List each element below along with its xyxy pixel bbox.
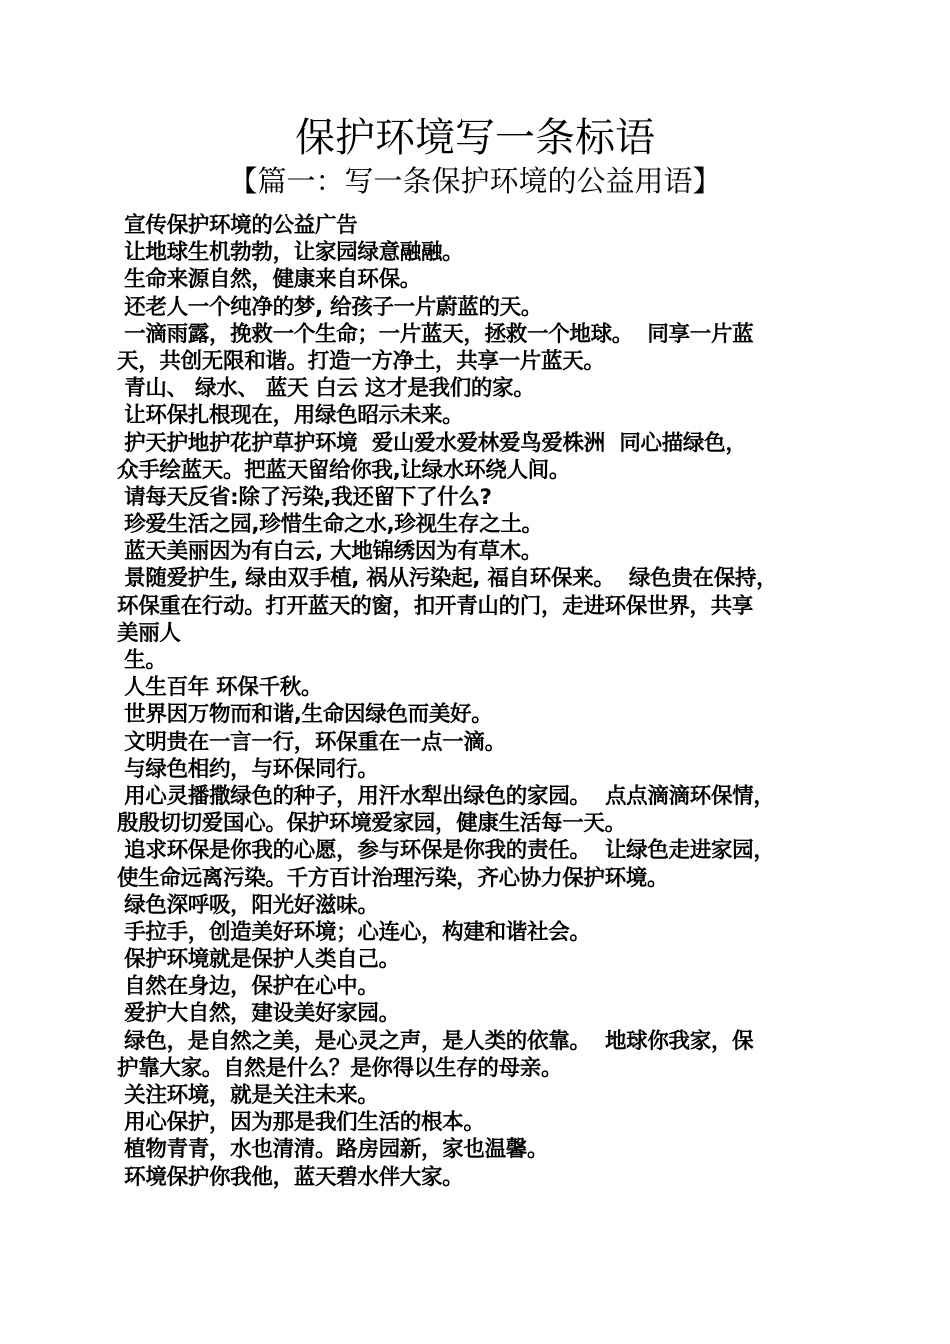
slogan-list [117,212,842,1191]
text-line: 宣传保护环境的公益广告 [117,213,358,238]
text-line: 使生命远离污染。千方百计治理污染，齐心协力保护环境。 [117,865,669,891]
text-line: 手拉手，创造美好环境；心连心，构建和谐社会。 [117,919,591,945]
text-line: 用心保护，因为那是我们生活的根本。 [117,1110,485,1136]
text-line: 请每天反省:除了污染,我还留下了什么? [117,484,492,510]
text-line: 植物青青，水也清清。路房园新，家也温馨。 [117,1137,549,1163]
text-line: 众手绘蓝天。把蓝天留给你我,让绿水环绕人间。 [117,457,571,483]
text-line: 环保重在行动。打开蓝天的窗，扣开青山的门，走进环保世界，共享 [117,593,754,619]
text-line: 绿色，是自然之美，是心灵之声，是人类的依靠。 地球你我家，保 [117,1028,754,1054]
text-line: 还老人一个纯净的梦, 给孩子一片蔚蓝的天。 [117,294,543,320]
text-line: 自然在身边，保护在心中。 [117,974,379,1000]
text-line: 珍爱生活之园,珍惜生命之水,珍视生存之土。 [117,512,543,538]
text-line: 爱护大自然，建设美好家园。 [117,1001,400,1027]
text-line: 文明贵在一言一行，环保重在一点一滴。 [117,729,506,755]
page-title: 保护环境写一条标语 [295,115,655,161]
text-line: 环境保护你我他，蓝天碧水伴大家。 [117,1164,464,1190]
text-line: 让环保扎根现在，用绿色昭示未来。 [117,403,464,429]
text-line: 殷殷切切爱国心。保护环境爱家园，健康生活每一天。 [117,811,626,837]
text-line: 青山、 绿水、 蓝天 白云 这才是我们的家。 [117,376,535,402]
section-heading: 【篇一：写一条保护环境的公益用语】 [228,164,722,198]
text-line: 一滴雨露，挽救一个生命；一片蓝天，拯救一个地球。 同享一片蓝 [117,321,754,347]
text-line: 天，共创无限和谐。打造一方净土，共享一片蓝天。 [117,348,605,374]
text-line: 美丽人 [117,620,181,646]
text-line: 关注环境，就是关注未来。 [117,1083,379,1108]
text-line: 与绿色相约，与环保同行。 [117,756,379,782]
text-line: 让地球生机勃勃，让家园绿意融融。 [117,240,464,266]
text-line: 世界因万物而和谐,生命因绿色而美好。 [117,702,493,728]
text-line: 蓝天美丽因为有白云, 大地锦绣因为有草木。 [117,539,543,565]
text-line: 用心灵播撒绿色的种子，用汗水犁出绿色的家园。 点点滴滴环保情， [117,783,775,809]
text-line: 人生百年 环保千秋。 [117,675,323,701]
text-line: 护靠大家。自然是什么？是你得以生存的母亲。 [117,1055,563,1081]
text-line: 景随爱护生, 绿由双手植, 祸从污染起, 福自环保来。 绿色贵在保持， [117,566,778,592]
text-line: 保护环境就是保护人类自己。 [117,947,400,973]
text-line: 绿色深呼吸，阳光好滋味。 [117,892,379,918]
text-line: 护天护地护花护草护环境 爱山爱水爱林爱鸟爱株洲 同心描绿色， [117,430,747,456]
text-line: 生。 [117,648,167,673]
text-line: 追求环保是你我的心愿，参与环保是你我的责任。 让绿色走进家园， [117,838,775,864]
text-line: 生命来源自然，健康来自环保。 [117,267,421,293]
